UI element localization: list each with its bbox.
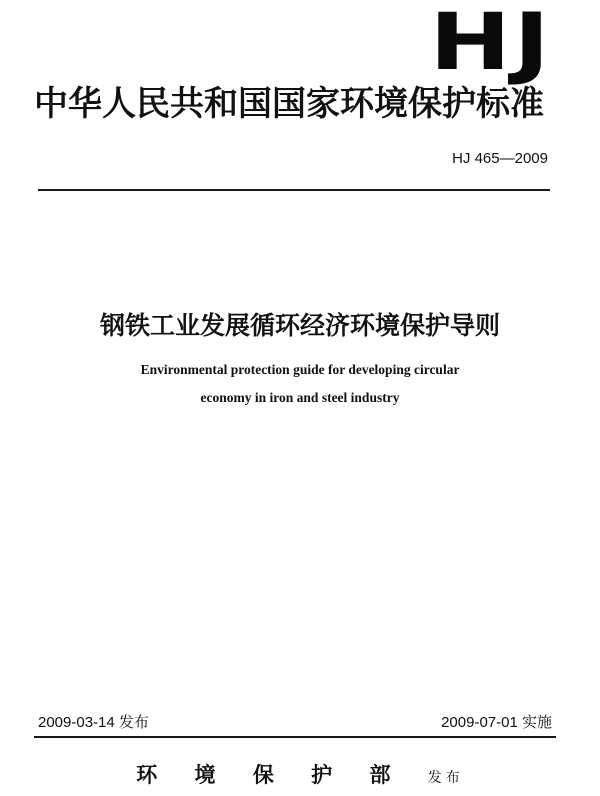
bottom-divider	[34, 736, 556, 738]
standard-code: HJ 465—2009	[452, 150, 548, 167]
standard-organization-heading: 中华人民共和国国家环境保护标准	[34, 84, 544, 124]
publisher-suffix: 发布	[427, 770, 464, 786]
hj-logo: HJ	[429, 0, 552, 88]
document-title-chinese: 钢铁工业发展循环经济环境保护导则	[99, 311, 500, 340]
document-title-english-line-2: economy in iron and steel industry	[200, 390, 400, 405]
top-divider	[38, 189, 550, 191]
publisher-name: 环 境 保 护 部	[136, 762, 406, 787]
implementation-date: 2009-07-01 实施	[441, 714, 552, 731]
document-title-english-line-1: Environmental protection guide for developing circular	[140, 362, 460, 377]
publisher-line	[0, 762, 600, 791]
issue-date: 2009-03-14 发布	[38, 714, 149, 731]
